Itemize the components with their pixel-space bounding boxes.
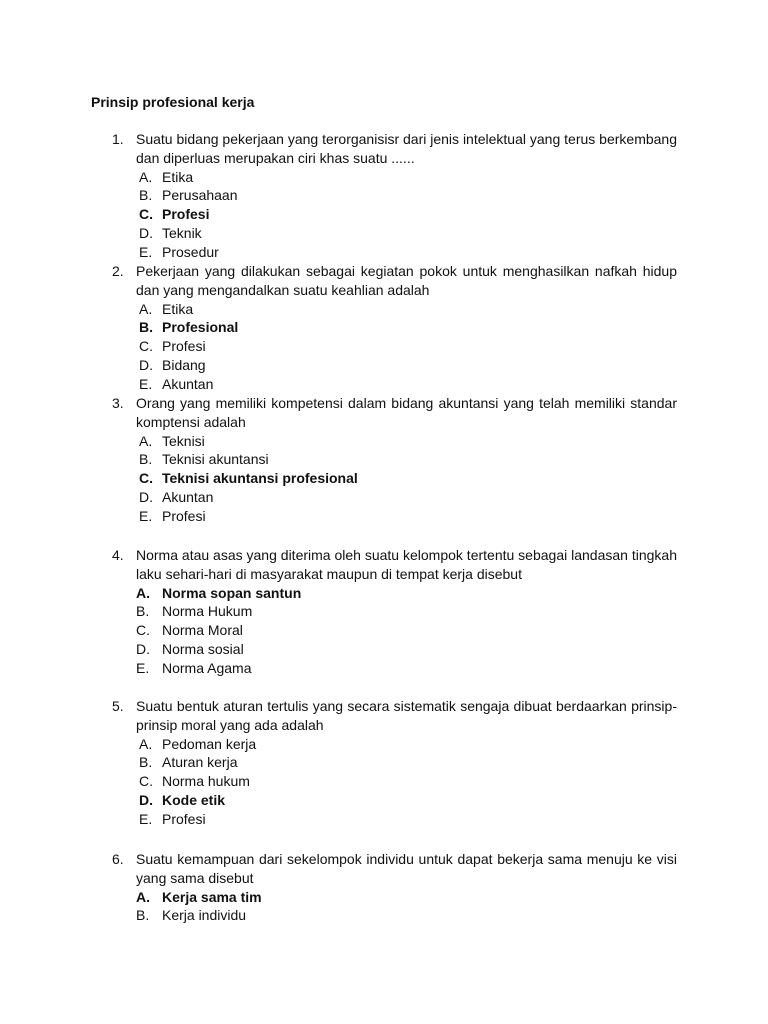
option-label: Teknisi akuntansi profesional: [162, 470, 358, 487]
option-label: Akuntan: [162, 376, 214, 393]
answer-option: [0, 507, 700, 526]
answer-option: [0, 488, 700, 507]
option-label: Kerja individu: [162, 907, 247, 924]
answer-option: [0, 224, 700, 243]
answer-option: [0, 243, 700, 262]
option-letter: B.: [139, 754, 153, 771]
option-label: Profesi: [162, 811, 206, 828]
question-text: Pekerjaan yang dilakukan sebagai kegiatan pokok untuk menghasilkan nafkah hidup dan yang mengandalkan suatu keahlian adalah: [136, 263, 677, 298]
option-label: Norma Agama: [162, 660, 252, 677]
option-label: Perusahaan: [162, 187, 238, 204]
option-letter: A.: [136, 584, 150, 601]
option-letter: A.: [139, 432, 153, 449]
option-label: Profesi: [162, 338, 206, 355]
question-text: Suatu bidang pekerjaan yang terorganisisr dari jenis intelektual yang terus berkembang dan diperluas merupakan ciri khas suatu ......: [136, 131, 677, 166]
question-number: 2.: [112, 263, 124, 279]
option-letter: B.: [139, 451, 153, 468]
option-label: Norma sosial: [162, 641, 244, 658]
question-text: Norma atau asas yang diterima oleh suatu kelompok tertentu sebagai landasan tingkah laku sehari-hari di masyarakat maupun di tempat kerja disebut: [136, 547, 677, 582]
answer-option: [0, 602, 700, 621]
question-text: Suatu kemampuan dari sekelompok individu untuk dapat bekerja sama menuju ke visi yang sama disebut: [136, 851, 677, 886]
option-letter: B.: [136, 907, 150, 924]
option-label: Kerja sama tim: [162, 888, 262, 905]
answer-option: [0, 810, 700, 829]
answer-option: [0, 337, 700, 356]
option-label: Norma Hukum: [162, 603, 253, 620]
option-label: Teknisi akuntansi: [162, 451, 269, 468]
option-letter: B.: [139, 319, 153, 336]
option-letter: E.: [139, 244, 153, 261]
answer-option: [0, 888, 700, 907]
option-letter: D.: [136, 641, 150, 658]
option-label: Aturan kerja: [162, 754, 238, 771]
option-label: Kode etik: [162, 792, 226, 809]
document-title: Prinsip profesional kerja: [91, 94, 255, 110]
option-label: Etika: [162, 300, 194, 317]
answer-option: [0, 640, 700, 659]
option-label: Prosedur: [162, 244, 219, 261]
option-letter: B.: [139, 187, 153, 204]
option-label: Norma hukum: [162, 773, 250, 790]
answer-option: [0, 469, 700, 488]
answer-option: [0, 753, 700, 772]
option-letter: E.: [139, 508, 153, 525]
option-letter: C.: [139, 206, 153, 223]
answer-option: [0, 659, 700, 678]
question-number: 4.: [112, 547, 124, 563]
option-letter: C.: [139, 470, 153, 487]
question-number: 5.: [112, 698, 124, 714]
option-letter: A.: [139, 300, 153, 317]
option-letter: B.: [136, 603, 150, 620]
option-letter: A.: [139, 168, 153, 185]
option-letter: C.: [136, 622, 150, 639]
option-label: Bidang: [162, 357, 206, 374]
option-letter: E.: [139, 376, 153, 393]
question-number: 1.: [112, 131, 124, 147]
answer-option: [0, 906, 700, 925]
option-letter: A.: [139, 735, 153, 752]
option-label: Norma Moral: [162, 622, 243, 639]
answer-option: [0, 450, 700, 469]
option-label: Norma sopan santun: [162, 584, 302, 601]
question-text: Suatu bentuk aturan tertulis yang secara sistematik sengaja dibuat berdaarkan prinsip-prinsip moral yang ada adalah: [136, 698, 677, 733]
answer-option: [0, 772, 700, 791]
option-label: Teknisi: [162, 432, 205, 449]
option-letter: C.: [139, 773, 153, 790]
answer-option: [0, 356, 700, 375]
option-letter: D.: [139, 357, 153, 374]
answer-option: [0, 375, 700, 394]
answer-option: [0, 205, 700, 224]
option-letter: E.: [139, 811, 153, 828]
answer-option: [0, 432, 700, 451]
option-letter: A.: [136, 888, 150, 905]
answer-option: [0, 168, 700, 187]
answer-option: [0, 735, 700, 754]
option-label: Teknik: [162, 225, 202, 242]
option-label: Akuntan: [162, 489, 214, 506]
question-text: Orang yang memiliki kompetensi dalam bidang akuntansi yang telah memiliki standar komptensi adalah: [136, 395, 677, 430]
option-label: Profesi: [162, 206, 210, 223]
answer-option: [0, 318, 700, 337]
answer-option: [0, 791, 700, 810]
option-letter: D.: [139, 792, 153, 809]
option-letter: D.: [139, 225, 153, 242]
option-letter: C.: [139, 338, 153, 355]
option-label: Profesi: [162, 508, 206, 525]
answer-option: [0, 621, 700, 640]
option-letter: D.: [139, 489, 153, 506]
option-label: Profesional: [162, 319, 239, 336]
option-letter: E.: [136, 660, 150, 677]
answer-option: [0, 584, 700, 603]
question-number: 3.: [112, 395, 124, 411]
answer-option: [0, 186, 700, 205]
question-number: 6.: [112, 851, 124, 867]
option-label: Pedoman kerja: [162, 735, 257, 752]
answer-option: [0, 300, 700, 319]
option-label: Etika: [162, 168, 194, 185]
